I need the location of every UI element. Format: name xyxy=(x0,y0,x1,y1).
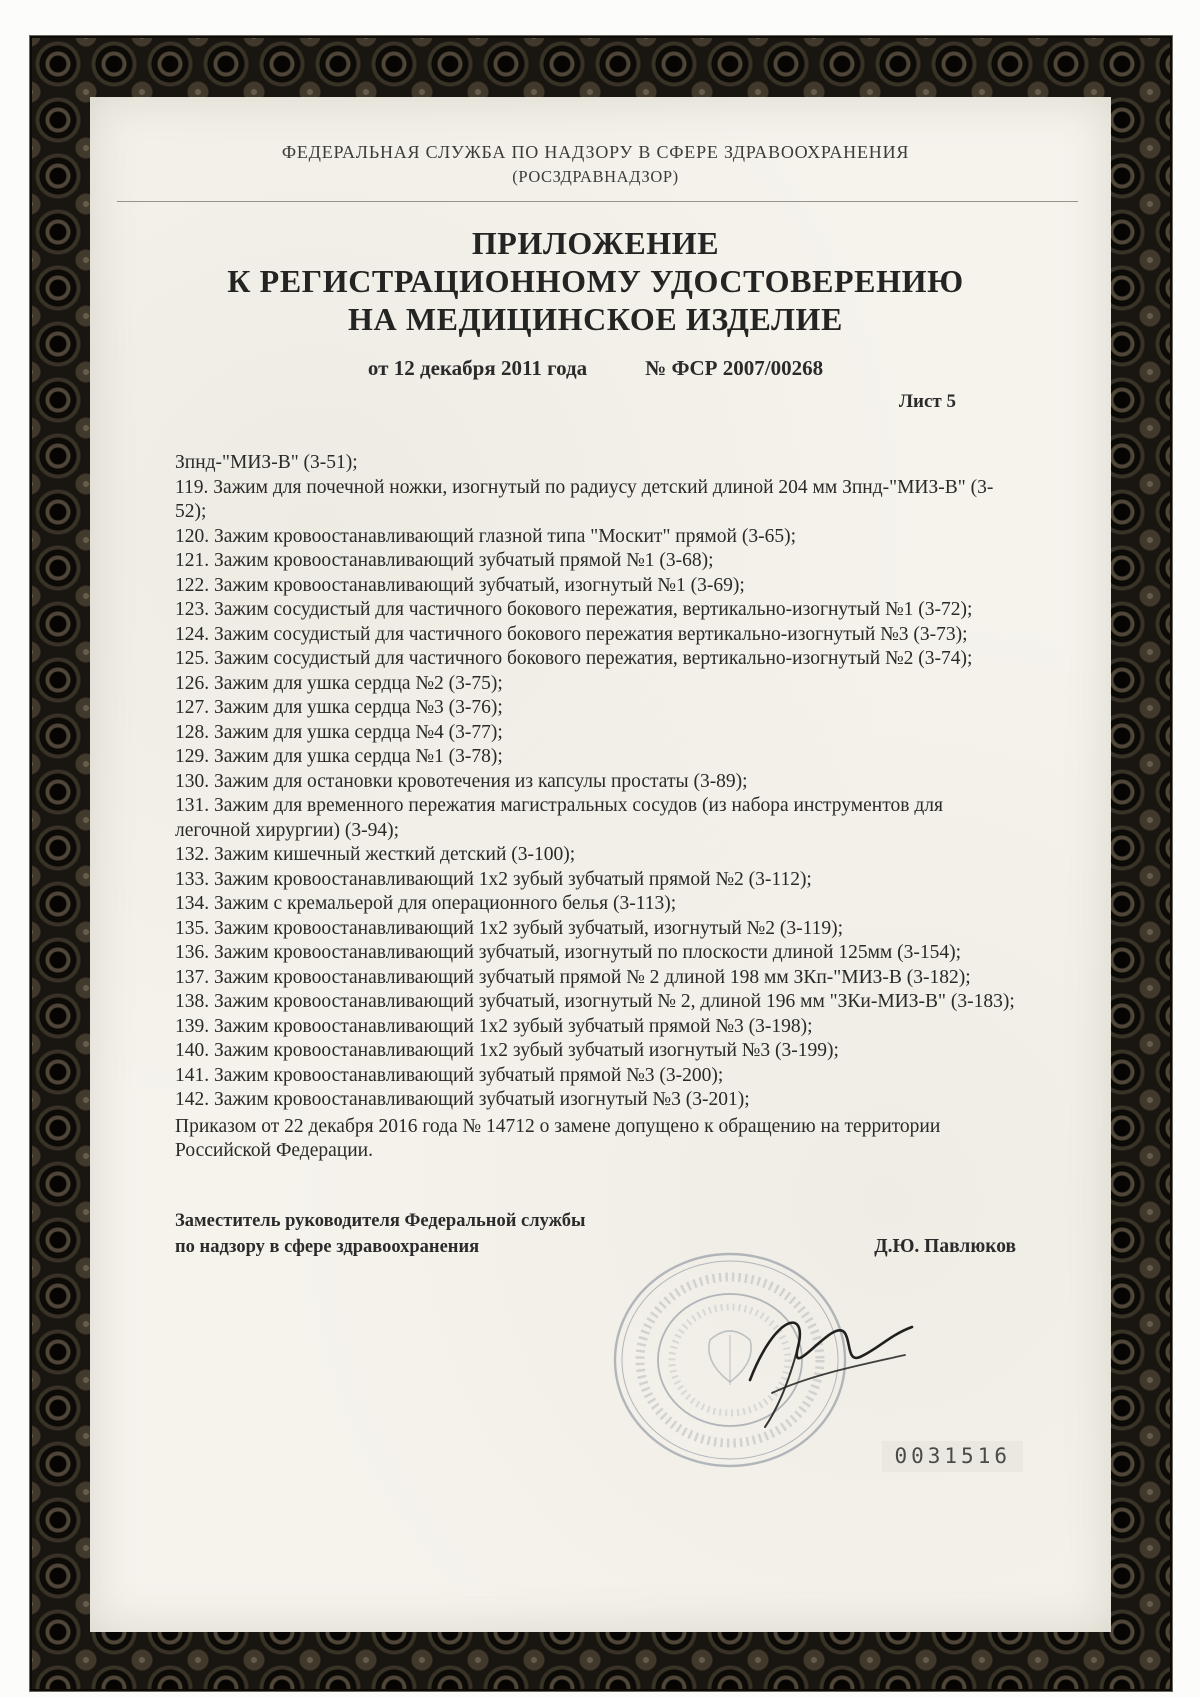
list-item: 130. Зажим для остановки кровотечения из капсулы простаты (3-89); xyxy=(175,770,748,792)
header-divider xyxy=(117,201,1078,202)
signer-name: Д.Ю. Павлюков xyxy=(874,1235,1016,1257)
sheet-number: Лист 5 xyxy=(898,391,956,412)
list-item: 127. Зажим для ушка сердца №3 (3-76); xyxy=(175,697,503,718)
document-page xyxy=(90,97,1111,1632)
list-item: 120. Зажим кровоостанавливающий глазной типа "Москит" прямой (3-65); xyxy=(175,525,796,547)
list-item: 128. Зажим для ушка сердца №4 (3-77); xyxy=(175,721,503,743)
signer-position xyxy=(175,1208,585,1260)
title-line-1: ПРИЛОЖЕНИЕ xyxy=(471,225,720,261)
signer-position-line-1: Заместитель руководителя Федеральной службы xyxy=(175,1210,586,1231)
list-item: Зпнд-"МИЗ-В" (3-51); xyxy=(175,452,358,473)
registration-number: № ФСР 2007/00268 xyxy=(645,356,824,380)
list-item: 124. Зажим сосудистый для частичного бокового пережатия вертикально-изогнутый №3 (3-73); xyxy=(175,623,968,645)
issuing-authority xyxy=(175,141,1016,187)
list-item: 134. Зажим с кремальерой для операционного белья (3-113); xyxy=(175,893,677,914)
list-item: 119. Зажим для почечной ножки, изогнутый по радиусу детский длиной 204 мм Зпнд-"МИЗ-В" (3-52); xyxy=(175,476,994,522)
list-item: 123. Зажим сосудистый для частичного бокового пережатия, вертикально-изогнутый №1 (3-72); xyxy=(175,599,973,620)
authority-abbreviation: (РОСЗДРАВНАДЗОР) xyxy=(512,167,679,186)
order-note: Приказом от 22 декабря 2016 года № 14712 о замене допущено к обращению на территории Российской Федерации. xyxy=(175,1115,941,1161)
list-item: 131. Зажим для временного пережатия магистральных сосудов (из набора инструментов для легочной хирургии) (3-94); xyxy=(175,795,943,841)
list-item: 141. Зажим кровоостанавливающий зубчатый прямой №3 (3-200); xyxy=(175,1064,724,1086)
document-title xyxy=(175,224,1016,338)
list-item: 137. Зажим кровоостанавливающий зубчатый прямой № 2 длиной 198 мм ЗКп-"МИЗ-В (3-182); xyxy=(175,966,971,988)
authority-name: ФЕДЕРАЛЬНАЯ СЛУЖБА ПО НАДЗОРУ В СФЕРЕ ЗДРАВООХРАНЕНИЯ xyxy=(281,142,910,162)
list-item: 135. Зажим кровоостанавливающий 1х2 зубый зубчатый, изогнутый №2 (3-119); xyxy=(175,917,844,939)
title-line-3: НА МЕДИЦИНСКОЕ ИЗДЕЛИЕ xyxy=(348,301,843,337)
list-item: 140. Зажим кровоостанавливающий 1х2 зубый зубчатый изогнутый №3 (3-199); xyxy=(175,1040,839,1061)
title-line-2: К РЕГИСТРАЦИОННОМУ УДОСТОВЕРЕНИЮ xyxy=(227,263,964,299)
list-item: 142. Зажим кровоостанавливающий зубчатый изогнутый №3 (3-201); xyxy=(175,1089,750,1110)
list-item: 126. Зажим для ушка сердца №2 (3-75); xyxy=(175,672,503,694)
device-list xyxy=(175,451,1016,1113)
list-item: 122. Зажим кровоостанавливающий зубчатый, изогнутый №1 (3-69); xyxy=(175,574,745,596)
list-item: 129. Зажим для ушка сердца №1 (3-78); xyxy=(175,746,503,767)
registration-date: от 12 декабря 2011 года xyxy=(367,356,588,380)
list-item: 132. Зажим кишечный жесткий детский (3-100); xyxy=(175,844,576,865)
signer-position-line-2: по надзору в сфере здравоохранения xyxy=(175,1236,480,1257)
list-item: 125. Зажим сосудистый для частичного бокового пережатия, вертикально-изогнутый №2 (3-74); xyxy=(175,648,973,669)
list-item: 136. Зажим кровоостанавливающий зубчатый, изогнутый по плоскости длиной 125мм (3-154); xyxy=(175,942,962,963)
list-item: 133. Зажим кровоостанавливающий 1х2 зубый зубчатый прямой №2 (3-112); xyxy=(175,868,812,890)
signature-block xyxy=(175,1208,1016,1260)
list-item: 138. Зажим кровоостанавливающий зубчатый, изогнутый № 2, длиной 196 мм "ЗКи-МИЗ-В" (3-183); xyxy=(175,991,1015,1012)
list-item: 139. Зажим кровоостанавливающий 1х2 зубый зубчатый прямой №3 (3-198); xyxy=(175,1015,813,1037)
registration-meta xyxy=(175,356,1016,381)
form-serial-number: 0031516 xyxy=(882,1441,1023,1472)
list-item: 121. Зажим кровоостанавливающий зубчатый прямой №1 (3-68); xyxy=(175,550,714,571)
